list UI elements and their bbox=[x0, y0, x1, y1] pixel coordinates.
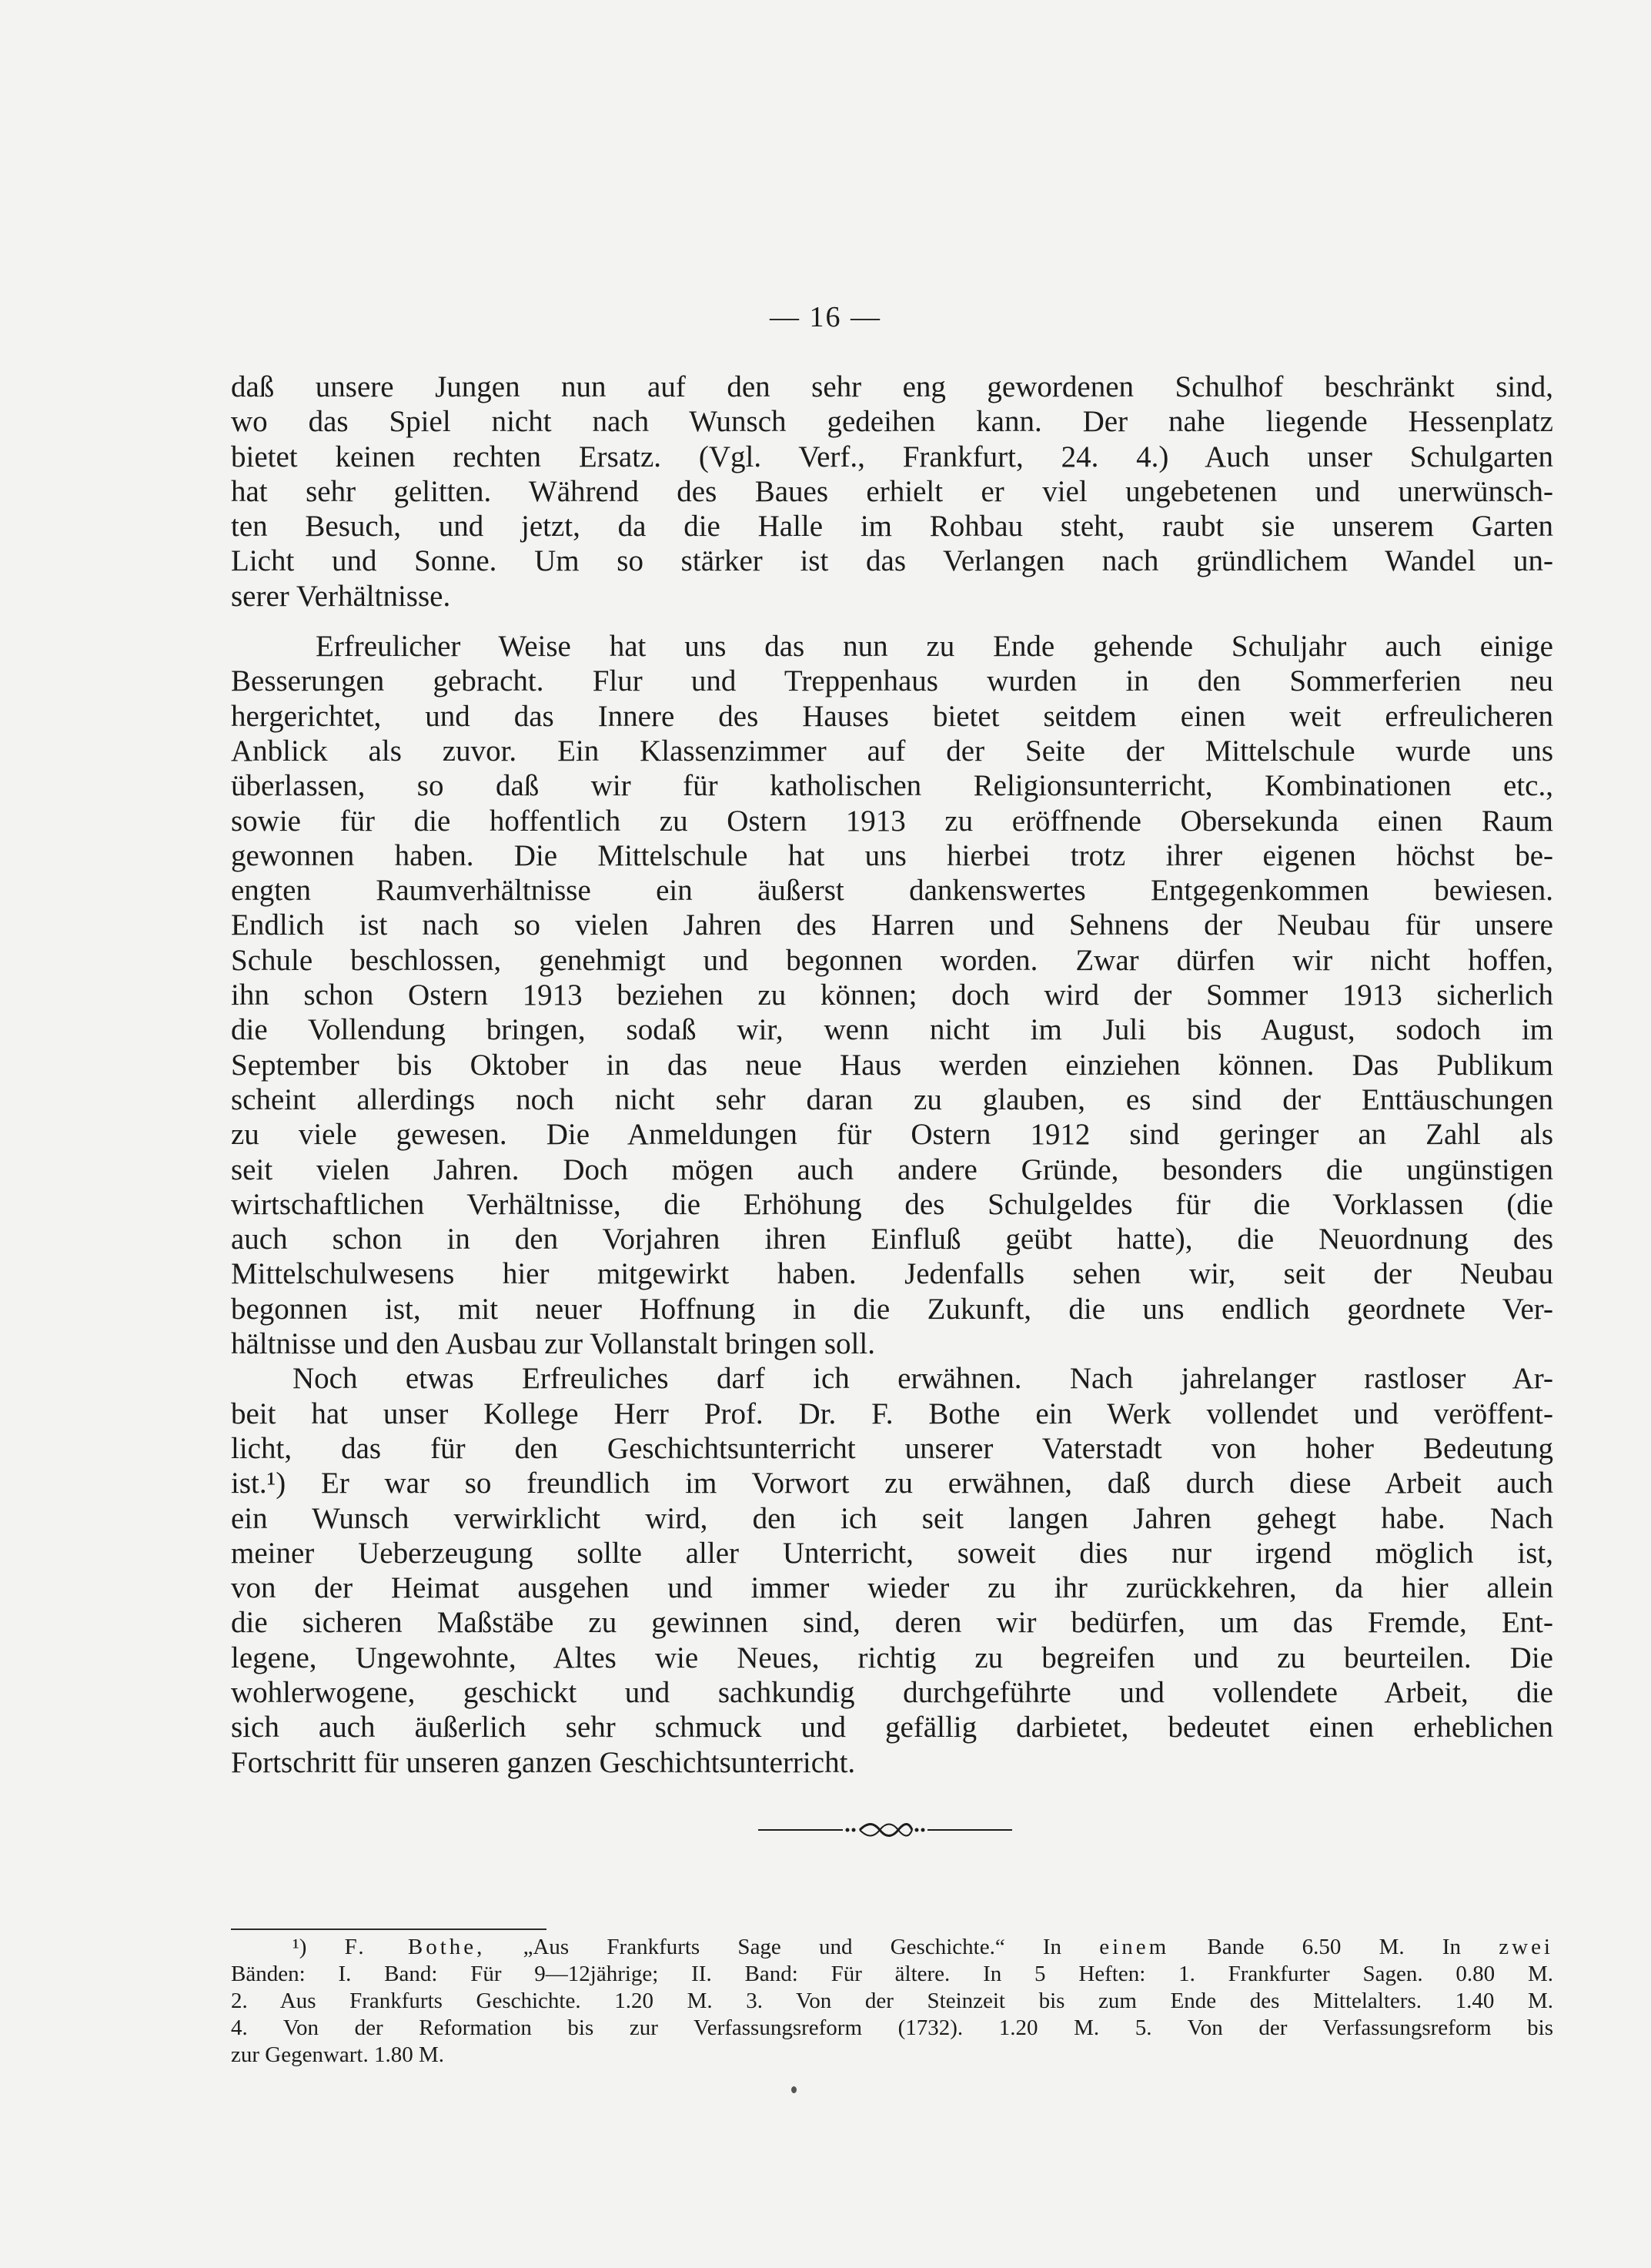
text-line: engten Raumverhältnisse ein äußerst dankenswertes Entgegenkommen bewiesen. bbox=[231, 874, 1553, 908]
text-line: ihn schon Ostern 1913 beziehen zu können; doch wird der Sommer 1913 sicherlich bbox=[231, 978, 1553, 1012]
text-line: Fortschritt für unseren ganzen Geschichtsunterricht. bbox=[231, 1745, 856, 1779]
footnote-line bbox=[231, 1934, 1553, 1961]
body-text bbox=[231, 370, 1553, 1780]
text-line: seit vielen Jahren. Doch mögen auch andere Gründe, besonders die ungünstigen bbox=[231, 1152, 1553, 1186]
footnote bbox=[231, 1934, 1553, 2069]
text-line: beit hat unser Kollege Herr Prof. Dr. F. Bothe ein Werk vollendet und veröffent- bbox=[231, 1397, 1553, 1430]
text-line: hältnisse und den Ausbau zur Vollanstalt bringen soll. bbox=[231, 1327, 875, 1361]
text-line: von der Heimat ausgehen und immer wieder zu ihr zurückkehren, da hier allein bbox=[231, 1571, 1553, 1605]
text-line: auch schon in den Vorjahren ihren Einfluß geübt hatte), die Neuordnung des bbox=[231, 1223, 1553, 1256]
text-line: die sicheren Maßstäbe zu gewinnen sind, deren wir bedürfen, um das Fremde, Ent- bbox=[231, 1606, 1553, 1640]
footnote-line: zur Gegenwart. 1.80 M. bbox=[231, 2042, 445, 2067]
text-line: Licht und Sonne. Um so stärker ist das Verlangen nach gründlichem Wandel un- bbox=[231, 544, 1553, 578]
text-line: Anblick als zuvor. Ein Klassenzimmer auf der Seite der Mittelschule wurde uns bbox=[231, 734, 1553, 768]
footnote-line: 2. Aus Frankfurts Geschichte. 1.20 M. 3. Von der Steinzeit bis zum Ende des Mittelalters. 1.40 M. bbox=[231, 1989, 1553, 2013]
text-line: hat sehr gelitten. Während des Baues erhielt er viel ungebetenen und unerwünsch- bbox=[231, 474, 1553, 508]
text-line: serer Verhältnisse. bbox=[231, 579, 451, 613]
text-line: gewonnen haben. Die Mittelschule hat uns hierbei trotz ihrer eigenen höchst be- bbox=[231, 838, 1553, 872]
text-line: Endlich ist nach so vielen Jahren des Harren und Sehnens der Neubau für unsere bbox=[231, 908, 1553, 942]
text-line: Erfreulicher Weise hat uns das nun zu Ende gehende Schuljahr auch einige bbox=[316, 630, 1553, 664]
footnote-line: 4. Von der Reformation bis zur Verfassungsreform (1732). 1.20 M. 5. Von der Verfassungsreform bis bbox=[231, 2015, 1553, 2040]
text-line: zu viele gewesen. Die Anmeldungen für Ostern 1912 sind geringer an Zahl als bbox=[231, 1118, 1553, 1152]
text-line: die Vollendung bringen, sodaß wir, wenn nicht im Juli bis August, sodoch im bbox=[231, 1013, 1553, 1047]
footnote-line: Bänden: I. Band: Für 9—12jährige; II. Band: Für ältere. In 5 Heften: 1. Frankfurter Sagen. 0.80 M. bbox=[231, 1962, 1553, 1986]
footnote-emphasis: einem bbox=[1099, 1935, 1170, 1959]
text-line: Noch etwas Erfreuliches darf ich erwähnen. Nach jahrelanger rastloser Ar- bbox=[292, 1362, 1553, 1396]
text-line: ten Besuch, und jetzt, da die Halle im Rohbau steht, raubt sie unserem Garten bbox=[231, 510, 1553, 544]
page-number: — 16 — bbox=[770, 301, 881, 333]
footnote-text: Bande 6.50 M. In bbox=[1169, 1935, 1499, 1959]
footnote-text: „Aus Frankfurts Sage und Geschichte.“ In bbox=[485, 1935, 1100, 1959]
text-line: begonnen ist, mit neuer Hoffnung in die Zukunft, die uns endlich geordnete Ver- bbox=[231, 1292, 1553, 1326]
text-line: überlassen, so daß wir für katholischen Religionsunterricht, Kombinationen etc., bbox=[231, 769, 1553, 803]
footnote-author: F. Bothe, bbox=[344, 1935, 486, 1959]
text-line: daß unsere Jungen nun auf den sehr eng gewordenen Schulhof beschränkt sind, bbox=[231, 370, 1553, 403]
text-line: meiner Ueberzeugung sollte aller Unterricht, soweit dies nur irgend möglich ist, bbox=[231, 1536, 1553, 1570]
text-line: Besserungen gebracht. Flur und Treppenhaus wurden in den Sommerferien neu bbox=[231, 664, 1553, 698]
text-line: ein Wunsch verwirklicht wird, den ich seit langen Jahren gehegt habe. Nach bbox=[231, 1501, 1553, 1535]
footnote-marker: ¹) bbox=[292, 1935, 345, 1959]
text-line: legene, Ungewohnte, Altes wie Neues, richtig zu begreifen und zu beurteilen. Die bbox=[231, 1641, 1553, 1674]
footnote-divider bbox=[231, 1928, 546, 1930]
paragraph-gap bbox=[231, 614, 1553, 629]
text-line: September bis Oktober in das neue Haus werden einziehen können. Das Publikum bbox=[231, 1048, 1553, 1082]
ink-speck bbox=[791, 2086, 797, 2093]
text-line: bietet keinen rechten Ersatz. (Vgl. Verf., Frankfurt, 24. 4.) Auch unser Schulgarten bbox=[231, 440, 1553, 473]
paragraph-3 bbox=[231, 1361, 1553, 1780]
text-line: licht, das für den Geschichtsunterricht unserer Vaterstadt von hoher Bedeutung bbox=[231, 1431, 1553, 1465]
text-line: Mittelschulwesens hier mitgewirkt haben. Jedenfalls sehen wir, seit der Neubau bbox=[231, 1257, 1553, 1291]
text-line: wo das Spiel nicht nach Wunsch gedeihen kann. Der nahe liegende Hessenplatz bbox=[231, 405, 1553, 439]
text-line: sowie für die hoffentlich zu Ostern 1913 zu eröffnende Obersekunda einen Raum bbox=[231, 804, 1553, 838]
footnote-emphasis: zwei bbox=[1499, 1935, 1553, 1959]
paragraph-2 bbox=[231, 629, 1553, 1361]
section-ornament-icon bbox=[758, 1818, 1012, 1841]
text-line: ist.¹) Er war so freundlich im Vorwort zu erwähnen, daß durch diese Arbeit auch bbox=[231, 1467, 1553, 1500]
text-line: wirtschaftlichen Verhältnisse, die Erhöhung des Schulgeldes für die Vorklassen (die bbox=[231, 1187, 1553, 1221]
text-line: hergerichtet, und das Innere des Hauses bietet seitdem einen weit erfreulicheren bbox=[231, 699, 1553, 733]
text-line: Schule beschlossen, genehmigt und begonnen worden. Zwar dürfen wir nicht hoffen, bbox=[231, 943, 1553, 977]
paragraph-1 bbox=[231, 370, 1553, 614]
text-line: scheint allerdings noch nicht sehr daran zu glauben, es sind der Enttäuschungen bbox=[231, 1082, 1553, 1116]
text-line: wohlerwogene, geschickt und sachkundig durchgeführte und vollendete Arbeit, die bbox=[231, 1675, 1553, 1709]
text-line: sich auch äußerlich sehr schmuck und gefällig darbietet, bedeutet einen erheblichen bbox=[231, 1711, 1553, 1744]
